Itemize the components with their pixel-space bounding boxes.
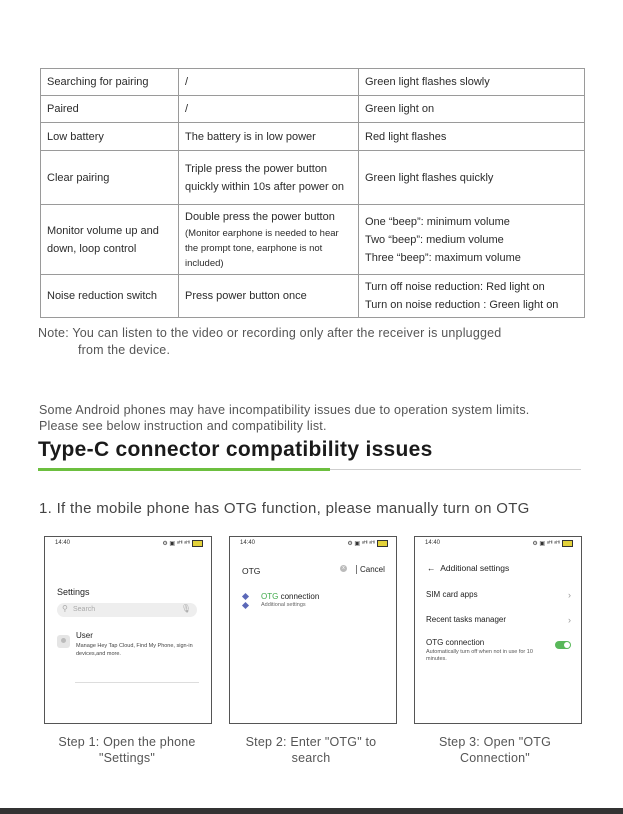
action-cell: / xyxy=(179,69,359,96)
note-line2: from the device. xyxy=(78,343,171,357)
indicator-line: Turn on noise reduction : Green light on xyxy=(365,299,559,311)
condition-cell: Searching for pairing xyxy=(41,69,179,96)
status-icons xyxy=(347,540,388,547)
step-caption xyxy=(406,734,584,766)
page-title xyxy=(427,563,509,573)
condition-cell: Low battery xyxy=(41,123,179,151)
otg-description: Automatically turn off when not in use for 10 minutes. xyxy=(426,649,533,662)
condition-cell: Noise reduction switch xyxy=(41,275,179,318)
table-row xyxy=(41,205,585,275)
page-edge-band xyxy=(0,808,623,814)
list-item[interactable] xyxy=(426,615,571,624)
status-bar xyxy=(425,540,573,550)
search-icon: ⚲ xyxy=(62,604,68,613)
status-time: 14:40 xyxy=(240,540,256,546)
note-label: Note: xyxy=(38,326,69,340)
caption-line1: Step 3: Open "OTG xyxy=(438,735,552,749)
avatar xyxy=(57,635,70,648)
condition-cell: Clear pairing xyxy=(41,151,179,205)
phone-screenshot-additional-settings xyxy=(414,536,582,724)
step-caption xyxy=(222,734,400,766)
mic-icon: 🎙 xyxy=(180,604,191,613)
compat-line2: Please see below instruction and compatibility list. xyxy=(39,419,327,433)
indicator-line: Turn off noise reduction: Red light on xyxy=(365,281,545,293)
diamond-icon xyxy=(242,602,249,609)
indicator-cell: Red light flashes xyxy=(359,123,585,151)
phone-screenshot-settings xyxy=(44,536,212,724)
caption-line2: search xyxy=(291,751,331,765)
result-subtitle: Additional settings xyxy=(261,602,306,608)
note-line1: You can listen to the video or recording only after the receiver is unplugged xyxy=(72,326,502,340)
phone-screenshot-search xyxy=(229,536,397,724)
search-result-otg-connection[interactable] xyxy=(261,592,319,601)
result-rest: connection xyxy=(278,592,320,601)
user-description: Manage Hey Tap Cloud, Find My Phone, sign-in devices,and more. xyxy=(76,643,193,657)
table-row xyxy=(41,69,585,96)
caption-line2: "Settings" xyxy=(98,751,156,765)
otg-connection-row xyxy=(426,638,571,647)
action-note: (Monitor earphone is needed to hear the prompt tone, earphone is not included) xyxy=(185,228,339,269)
chevron-right-icon: › xyxy=(568,615,571,625)
indicator-table xyxy=(40,68,585,318)
condition-cell: Paired xyxy=(41,96,179,123)
signal-icons: ⚙ ▣ ᵃᴴᴵ ᵃᴴᴵ xyxy=(162,541,190,548)
compat-line1: Some Android phones may have incompatibility issues due to operation system limits. xyxy=(39,403,530,417)
compatibility-text xyxy=(39,402,614,434)
table-row xyxy=(41,275,585,318)
title-text: Additional settings xyxy=(440,563,510,573)
diamond-icon xyxy=(242,593,249,600)
list-item[interactable] xyxy=(426,590,571,599)
action-cell xyxy=(179,205,359,275)
action-text: Double press the power button xyxy=(185,211,335,223)
indicator-cell: Green light on xyxy=(359,96,585,123)
row-label: SIM card apps xyxy=(426,590,478,599)
status-time: 14:40 xyxy=(425,540,441,546)
cancel-button[interactable]: Cancel xyxy=(356,565,385,574)
caption-line1: Step 1: Open the phone xyxy=(58,735,196,749)
caption-line1: Step 2: Enter "OTG" to xyxy=(245,735,377,749)
result-highlight: OTG xyxy=(261,592,279,601)
action-cell: Press power button once xyxy=(179,275,359,318)
caption-line2: Connection" xyxy=(460,751,530,765)
settings-search-input[interactable] xyxy=(57,603,197,617)
back-arrow-icon[interactable]: ← xyxy=(427,563,436,573)
table-row xyxy=(41,151,585,205)
signal-icons: ⚙ ▣ ᵃᴴᴵ ᵃᴴᴵ xyxy=(532,541,560,548)
indicator-cell xyxy=(359,275,585,318)
action-cell: Triple press the power button quickly within 10s after power on xyxy=(179,151,359,205)
otg-toggle[interactable] xyxy=(555,641,571,649)
status-bar xyxy=(55,540,203,550)
indicator-line: Two “beep”: medium volume xyxy=(365,233,504,246)
table-row xyxy=(41,96,585,123)
chevron-right-icon: › xyxy=(568,590,571,600)
search-input[interactable]: OTG xyxy=(242,566,261,576)
indicator-cell xyxy=(359,205,585,275)
battery-icon xyxy=(192,540,203,547)
battery-icon xyxy=(562,540,573,547)
status-time: 14:40 xyxy=(55,540,71,546)
battery-icon xyxy=(377,540,388,547)
status-icons xyxy=(532,540,573,547)
status-icons xyxy=(162,540,203,547)
step-caption xyxy=(38,734,216,766)
settings-title: Settings xyxy=(57,587,90,597)
status-bar xyxy=(240,540,388,550)
otg-label: OTG connection xyxy=(426,638,485,647)
action-cell: The battery is in low power xyxy=(179,123,359,151)
row-label: Recent tasks manager xyxy=(426,615,507,624)
heading-accent-bar xyxy=(38,468,330,471)
step-intro: 1. If the mobile phone has OTG function, please manually turn on OTG xyxy=(39,500,530,517)
signal-icons: ⚙ ▣ ᵃᴴᴵ ᵃᴴᴵ xyxy=(347,541,375,548)
note xyxy=(38,325,598,359)
indicator-cell: Green light flashes slowly xyxy=(359,69,585,96)
condition-cell: Monitor volume up and down, loop control xyxy=(41,205,179,275)
indicator-line: One “beep”: minimum volume xyxy=(365,215,510,228)
section-heading: Type-C connector compatibility issues xyxy=(38,438,433,461)
user-name[interactable]: User xyxy=(76,631,93,640)
indicator-cell: Green light flashes quickly xyxy=(359,151,585,205)
search-placeholder: Search xyxy=(73,606,96,613)
clear-icon[interactable]: x xyxy=(340,565,347,572)
indicator-line: Three “beep”: maximum volume xyxy=(365,251,521,264)
table-row xyxy=(41,123,585,151)
list-divider xyxy=(75,682,199,683)
action-cell: / xyxy=(179,96,359,123)
